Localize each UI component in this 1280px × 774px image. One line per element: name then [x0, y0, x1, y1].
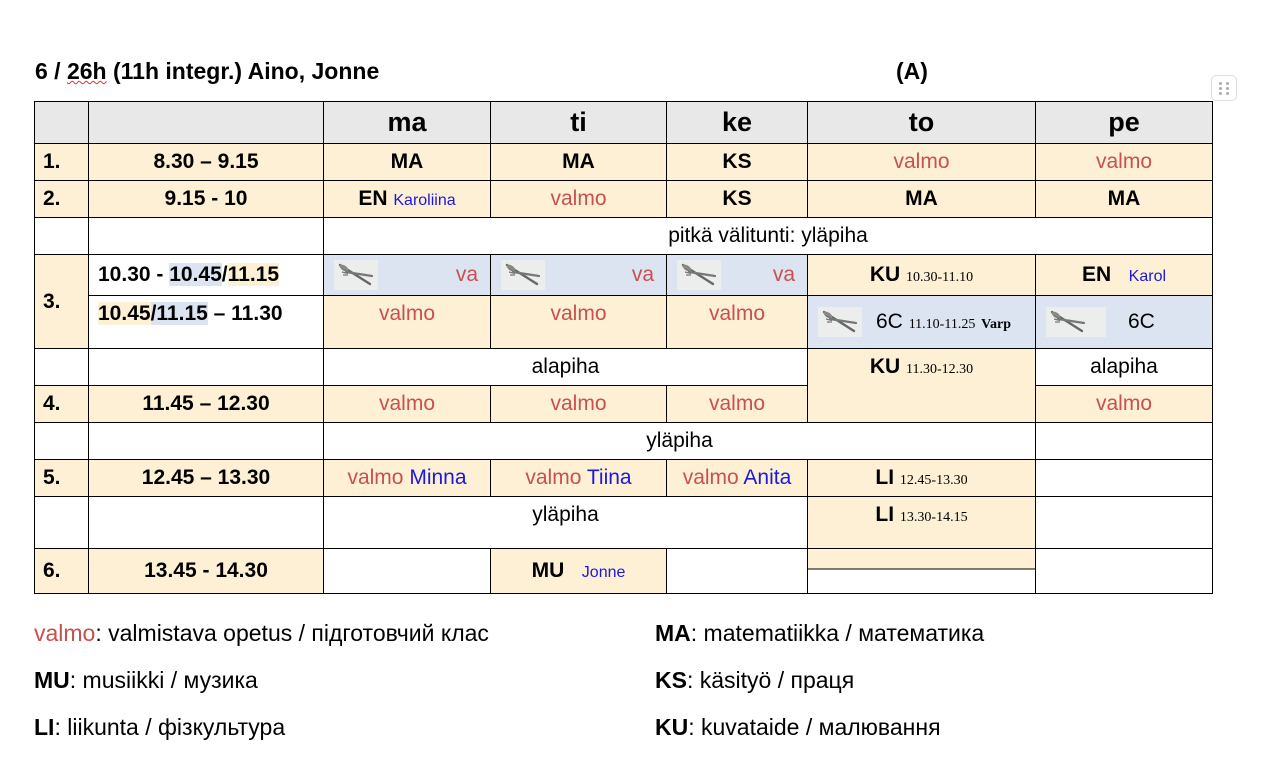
cell-ke: valmo	[667, 296, 808, 349]
cell-to: MA	[808, 181, 1036, 218]
table-row	[35, 296, 1213, 349]
recess-label: yläpiha	[324, 497, 808, 549]
cutlery-icon	[334, 260, 378, 290]
lesson-time: 8.30 – 9.15	[89, 144, 324, 181]
lesson-number: 1.	[35, 144, 89, 181]
recess-label: pitkä välitunti: yläpiha	[324, 218, 1213, 255]
cell-ke: KS	[667, 144, 808, 181]
recess-row	[35, 218, 1213, 255]
teacher-name: Anita	[743, 466, 792, 489]
teacher-name: Jonne	[581, 564, 626, 581]
lunch-cell-ma: va	[324, 255, 491, 296]
cell-to: valmo	[808, 144, 1036, 181]
recess-label: yläpiha	[324, 423, 1036, 460]
cell-to: LI 13.30-14.15	[808, 497, 1036, 549]
day-header-pe: pe	[1036, 102, 1213, 144]
hours-text: 26h	[66, 58, 107, 84]
cell-pe	[1036, 549, 1213, 594]
cell-ti: MU Jonne	[491, 549, 667, 594]
cell-pe: valmo	[1036, 144, 1213, 181]
legend-item: MA: matematiikka / математика	[655, 620, 985, 646]
recess-label-pe: alapiha	[1036, 349, 1213, 386]
cell-ke: valmo Anita	[667, 460, 808, 497]
day-header-to: to	[808, 102, 1036, 144]
lesson-time: 9.15 - 10	[89, 181, 324, 218]
table-row	[35, 386, 1213, 423]
cell-to: LI 12.45-13.30	[808, 460, 1036, 497]
table-row	[35, 460, 1213, 497]
cell-ti: MA	[491, 144, 667, 181]
recess-row	[35, 423, 1213, 460]
lesson-number: 4.	[35, 386, 89, 423]
schedule-title: 6 / 26h (11h integr.) Aino, Jonne	[35, 58, 380, 84]
legend-item: valmo: valmistava opetus / підготовчий клас	[34, 620, 489, 646]
lesson-time: 12.45 – 13.30	[89, 460, 324, 497]
teacher-name: Tiina	[586, 466, 632, 489]
cell-ti: valmo Tiina	[491, 460, 667, 497]
cell-ke: KS	[667, 181, 808, 218]
cell-pe: valmo	[1036, 386, 1213, 423]
cutlery-icon	[677, 260, 721, 290]
cell-ma: valmo	[324, 386, 491, 423]
table-row	[35, 255, 1213, 296]
cell-ke: valmo	[667, 386, 808, 423]
teacher-name: Karoliina	[393, 192, 456, 209]
lesson-number: 6.	[35, 549, 89, 594]
lesson-number: 5.	[35, 460, 89, 497]
cell-to: KU 11.30-12.30	[808, 349, 1036, 423]
table-row	[35, 144, 1213, 181]
cell-to	[808, 549, 1036, 594]
cell-ti: valmo	[491, 386, 667, 423]
teacher-name: Karol	[1128, 268, 1167, 285]
lunch-cell-ke: va	[667, 255, 808, 296]
cell-ti: valmo	[491, 296, 667, 349]
cutlery-icon	[818, 307, 862, 337]
recess-row	[35, 497, 1213, 549]
legend-item: LI: liikunta / фізкультура	[34, 714, 286, 740]
table-row	[35, 549, 1213, 594]
cell-ti: valmo	[491, 181, 667, 218]
cell-ke	[667, 549, 808, 594]
legend-item: KS: käsityö / праця	[655, 667, 855, 693]
legend-item: KU: kuvataide / малювання	[655, 714, 941, 740]
cell-ma	[324, 549, 491, 594]
schedule-table	[34, 101, 1213, 594]
lesson-time: 13.45 - 14.30	[89, 549, 324, 594]
lesson-time: 11.45 – 12.30	[89, 386, 324, 423]
day-header-ke: ke	[667, 102, 808, 144]
lesson-time-b: 10.45/11.15 – 11.30	[89, 296, 324, 349]
cell-ma: valmo Minna	[324, 460, 491, 497]
cell-to: KU 10.30-11.10	[808, 255, 1036, 296]
cell-ma: MA	[324, 144, 491, 181]
cutlery-icon	[1046, 307, 1106, 337]
lunch-cell-to: 6C 11.10-11.25 Varp	[808, 296, 1036, 349]
lunch-cell-ti: va	[491, 255, 667, 296]
legend-item: MU: musiikki / музика	[34, 667, 258, 693]
schedule-variant: (A)	[896, 58, 928, 84]
recess-label: alapiha	[324, 349, 808, 386]
cell-pe: EN Karol	[1036, 255, 1213, 296]
day-header-ma: ma	[324, 102, 491, 144]
cell-pe: MA	[1036, 181, 1213, 218]
corner-cell	[35, 102, 89, 144]
cell-ma: EN Karoliina	[324, 181, 491, 218]
time-header	[89, 102, 324, 144]
lesson-number: 2.	[35, 181, 89, 218]
lunch-cell-pe: 6C	[1036, 296, 1213, 349]
cutlery-icon	[501, 260, 545, 290]
cell-ma: valmo	[324, 296, 491, 349]
lesson-number: 3.	[35, 255, 89, 349]
day-header-ti: ti	[491, 102, 667, 144]
table-drag-handle-icon[interactable]	[1211, 75, 1237, 101]
table-row	[35, 181, 1213, 218]
teacher-name: Minna	[409, 466, 467, 489]
recess-row	[35, 349, 1213, 386]
lesson-time-a: 10.30 - 10.45/11.15	[89, 255, 324, 296]
